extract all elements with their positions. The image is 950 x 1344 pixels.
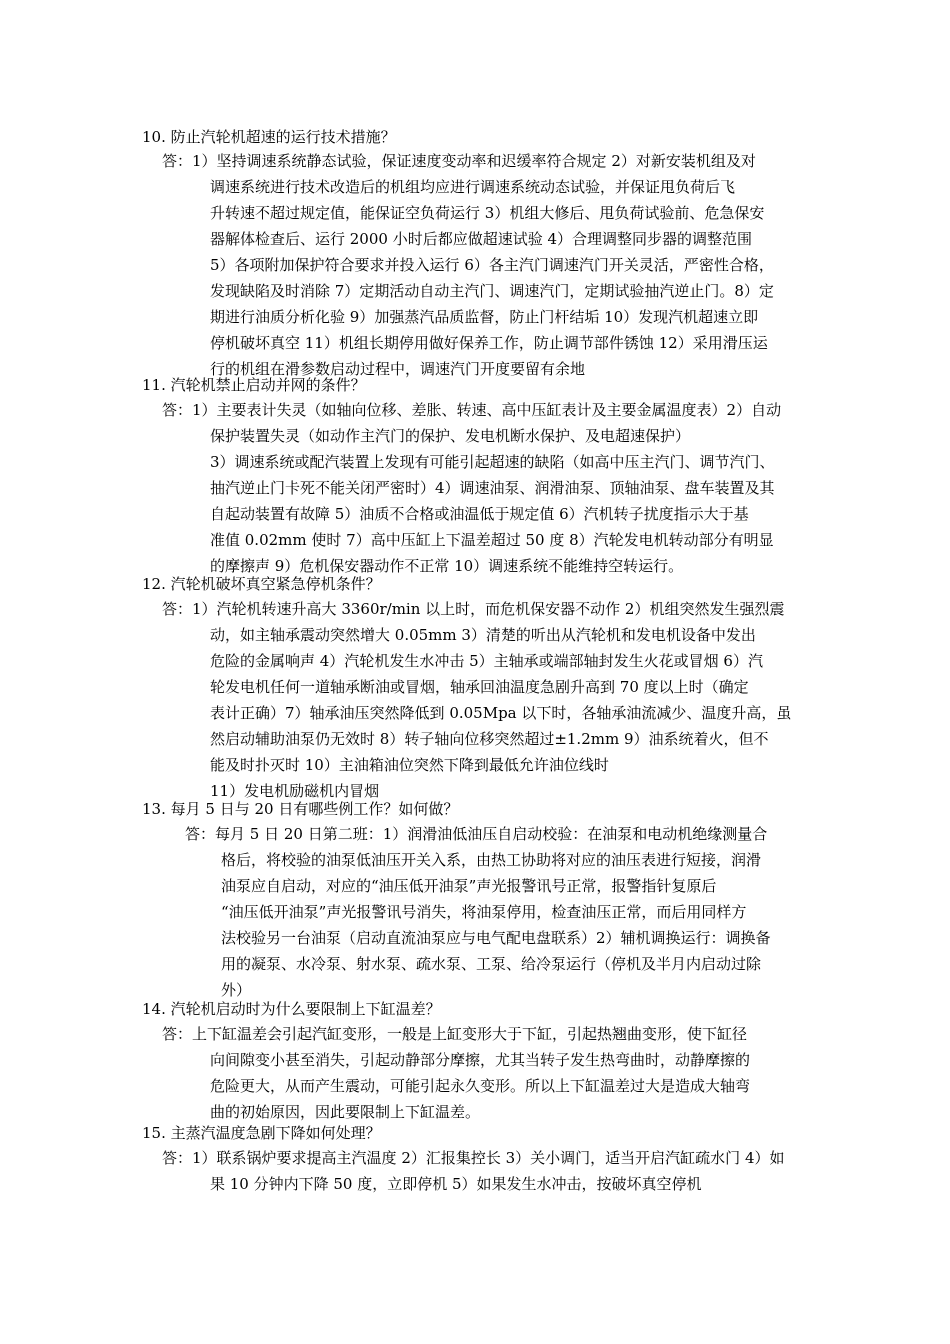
answer-line: 轮发电机任何一道轴承断油或冒烟，轴承回油温度急剧升高到 70 度以上时（确定 xyxy=(210,678,749,696)
answer-line: 答：1）坚持调速系统静态试验，保证速度变动率和迟缓率符合规定 2）对新安装机组及对 xyxy=(162,152,756,170)
answer-line: 危险更大，从而产生震动，可能引起永久变形。所以上下缸温差过大是造成大轴弯 xyxy=(210,1077,751,1095)
answer-line: 法校验另一台油泵（启动直流油泵应与电气配电盘联系）2）辅机调换运行：调换备 xyxy=(221,929,771,947)
answer-12 xyxy=(162,596,791,804)
answer-line: 格后，将校验的油泵低油压开关入系，由热工协助将对应的油压表进行短接，润滑 xyxy=(221,851,762,869)
answer-line: 向间隙变小甚至消失，引起动静部分摩擦，尤其当转子发生热弯曲时，动静摩擦的 xyxy=(210,1051,751,1069)
answer-line: 答：1）主要表计失灵（如轴向位移、差胀、转速、高中压缸表计及主要金属温度表）2）自动 xyxy=(162,401,782,419)
answer-14 xyxy=(162,1021,750,1125)
answer-line: 然启动辅助油泵仍无效时 8）转子轴向位移突然超过±1.2mm 9）油系统着火，但不 xyxy=(210,730,769,748)
answer-line: 抽汽逆止门卡死不能关闭严密时）4）调速油泵、润滑油泵、顶轴油泵、盘车装置及其 xyxy=(210,479,775,497)
answer-line: 升转速不超过规定值，能保证空负荷运行 3）机组大修后、甩负荷试验前、危急保安 xyxy=(210,204,765,222)
answer-line: 曲的初始原因，因此要限制上下缸温差。 xyxy=(210,1103,481,1121)
answer-line: 答：上下缸温差会引起汽缸变形，一般是上缸变形大于下缸，引起热翘曲变形，使下缸径 xyxy=(162,1025,748,1043)
answer-line: 发现缺陷及时消除 7）定期活动自动主汽门、调速汽门，定期试验抽汽逆止门。8）定 xyxy=(210,282,774,300)
answer-line: 的摩擦声 9）危机保安器动作不正常 10）调速系统不能维持空转运行。 xyxy=(210,557,684,575)
answer-line: “油压低开油泵”声光报警讯号消失，将油泵停用，检查油压正常，而后用同样方 xyxy=(221,903,747,921)
question-10: 10. 防止汽轮机超速的运行技术措施？ xyxy=(142,128,396,146)
answer-line: 期进行油质分析化验 9）加强蒸汽品质监督，防止门杆结垢 10）发现汽机超速立即 xyxy=(210,308,759,326)
question-15: 15. 主蒸汽温度急剧下降如何处理？ xyxy=(142,1124,381,1142)
answer-line: 停机破坏真空 11）机组长期停用做好保养工作，防止调节部件锈蚀 12）采用滑压运 xyxy=(210,334,768,352)
answer-line: 答：1）汽轮机转速升高大 3360r/min 以上时，而危机保安器不动作 2）机组突然发生强烈震 xyxy=(162,600,785,618)
answer-line: 危险的金属响声 4）汽轮机发生水冲击 5）主轴承或端部轴封发生火花或冒烟 6）汽 xyxy=(210,652,763,670)
question-12: 12. 汽轮机破坏真空紧急停机条件？ xyxy=(142,575,381,593)
answer-line: 用的凝泵、水冷泵、射水泵、疏水泵、工泵、给冷泵运行（停机及半月内启动过除 xyxy=(221,955,762,973)
answer-line: 果 10 分钟内下降 50 度，立即停机 5）如果发生水冲击，按破坏真空停机 xyxy=(210,1175,702,1193)
answer-line: 准值 0.02mm 使时 7）高中压缸上下温差超过 50 度 8）汽轮发电机转动部分有明显 xyxy=(210,531,774,549)
answer-line: 器解体检查后、运行 2000 小时后都应做超速试验 4）合理调整同步器的调整范围 xyxy=(210,230,753,248)
answer-line: 答：每月 5 日 20 日第二班：1）润滑油低油压自启动校验：在油泵和电动机绝缘测量合 xyxy=(185,825,768,843)
answer-line: 3）调速系统或配汽装置上发现有可能引起超速的缺陷（如高中压主汽门、调节汽门、 xyxy=(210,453,775,471)
answer-line: 答：1）联系锅炉要求提高主汽温度 2）汇报集控长 3）关小调门，适当开启汽缸疏水门 4）如 xyxy=(162,1149,785,1167)
question-11: 11. 汽轮机禁止启动并网的条件？ xyxy=(142,376,366,394)
question-14: 14. 汽轮机启动时为什么要限制上下缸温差？ xyxy=(142,1000,441,1018)
answer-13 xyxy=(185,821,771,1003)
answer-line: 调速系统进行技术改造后的机组均应进行调速系统动态试验，并保证甩负荷后飞 xyxy=(210,178,736,196)
answer-line: 动，如主轴承震动突然增大 0.05mm 3）清楚的听出从汽轮机和发电机设备中发出 xyxy=(210,626,756,644)
answer-line: 能及时扑灭时 10）主油箱油位突然下降到最低允许油位线时 xyxy=(210,756,609,774)
answer-line: 5）各项附加保护符合要求并投入运行 6）各主汽门调速汽门开关灵活，严密性合格， xyxy=(210,256,774,274)
answer-11 xyxy=(162,397,781,579)
answer-line: 行的机组在滑参数启动过程中，调速汽门开度要留有余地 xyxy=(210,360,586,378)
answer-15 xyxy=(162,1145,784,1197)
answer-line: 保护装置失灵（如动作主汽门的保护、发电机断水保护、及电超速保护） xyxy=(210,427,691,445)
answer-10 xyxy=(162,148,774,382)
answer-line: 自起动装置有故障 5）油质不合格或油温低于规定值 6）汽机转子扰度指示大于基 xyxy=(210,505,749,523)
question-13: 13. 每月 5 日与 20 日有哪些例工作？如何做？ xyxy=(142,800,459,818)
answer-line: 油泵应自启动，对应的“油压低开油泵”声光报警讯号正常，报警指针复原后 xyxy=(221,877,717,895)
answer-line: 11）发电机励磁机内冒烟 xyxy=(210,782,380,800)
answer-line: 外） xyxy=(221,981,252,999)
answer-line: 表计正确）7）轴承油压突然降低到 0.05Mpa 以下时，各轴承油流减少、温度升高，虽 xyxy=(210,704,792,722)
